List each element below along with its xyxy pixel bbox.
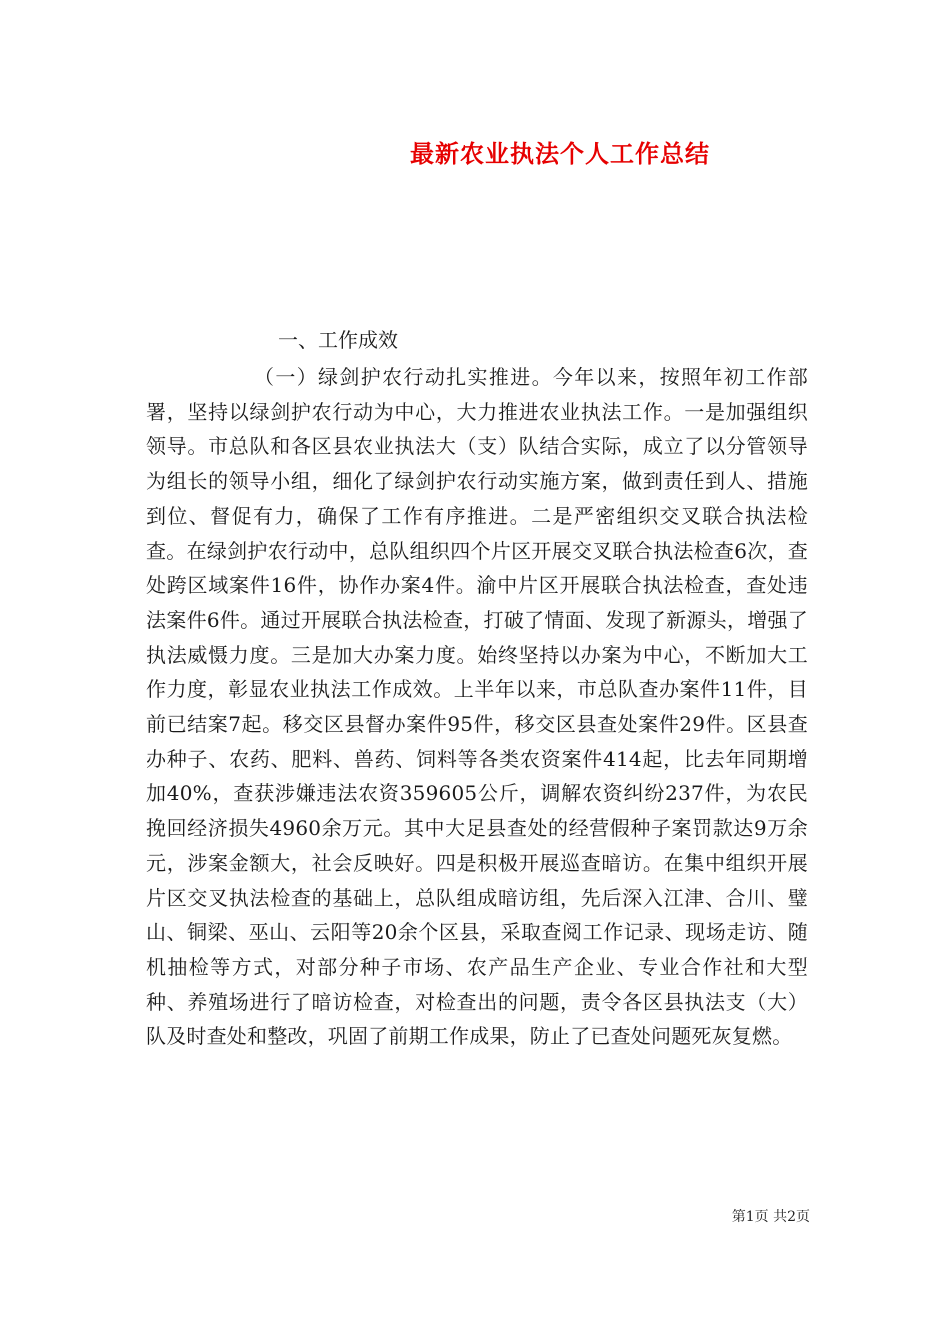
body-paragraph: （一）绿剑护农行动扎实推进。今年以来，按照年初工作部署，坚持以绿剑护农行动为中心，大力推进农业执法工作。一是加强组织领导。市总队和各区县农业执法大（支）队结合实际，成立了以分管领导为组长的领导小组，细化了绿剑护农行动实施方案，做到责任到人、措施到位、督促有力，确保了工作有序推进。二是严密组织交叉联合执法检查。在绿剑护农行动中，总队组织四个片区开展交叉联合执法检查6次，查处跨区域案件16件，协作办案4件。渝中片区开展联合执法检查，查处违法案件6件。通过开展联合执法检查，打破了情面、发现了新源头，增强了执法威慑力度。三是加大办案力度。始终坚持以办案为中心，不断加大工作力度，彰显农业执法工作成效。上半年以来，市总队查办案件11件，目前已结案7起。移交区县督办案件95件，移交区县查处案件29件。区县查办种子、农药、肥料、兽药、饲料等各类农资案件414起，比去年同期增加40%，查获涉嫌违法农资359605公斤，调解农资纠纷237件，为农民挽回经济损失4960余万元。其中大足县查处的经营假种子案罚款达9万余元，涉案金额大，社会反映好。四是积极开展巡查暗访。在集中组织开展片区交叉执法检查的基础上，总队组成暗访组，先后深入江津、合川、璧山、铜梁、巫山、云阳等20余个区县，采取查阅工作记录、现场走访、随机抽检等方式，对部分种子市场、农产品生产企业、专业合作社和大型种、养殖场进行了暗访检查，对检查出的问题，责令各区县执法支（大）队及时查处和整改，巩固了前期工作成果，防止了已查处问题死灰复燃。: [146, 365, 808, 1049]
section-heading: 一、工作成效: [278, 328, 398, 352]
page-number: 第1页 共2页: [731, 1209, 810, 1225]
title-container: [410, 134, 720, 170]
page-title: 最新农业执法个人工作总结: [410, 140, 710, 168]
